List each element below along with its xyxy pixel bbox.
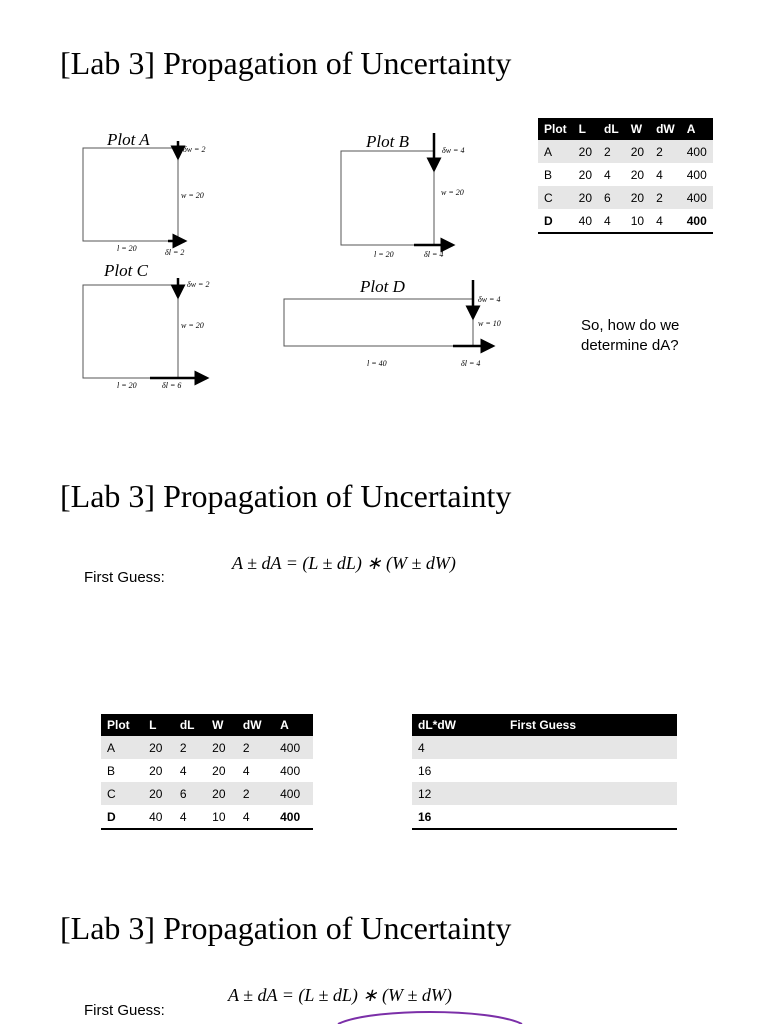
table-header-row: [101, 714, 313, 736]
slide-2-title: [Lab 3] Propagation of Uncertainty: [60, 478, 512, 514]
table-cell: 400: [274, 736, 313, 759]
table-cell: B: [544, 167, 553, 182]
plot-c-w-label: w = 20: [181, 321, 204, 330]
plot-a: [83, 130, 205, 257]
table-cell: D: [538, 209, 573, 233]
table-cell: 4: [237, 805, 274, 829]
plot-c: [83, 261, 209, 390]
table-cell: 4: [650, 209, 681, 233]
table-cell: 20: [206, 736, 237, 759]
table-header: dL*dW: [412, 714, 504, 736]
table-row: [412, 736, 677, 759]
table-cell: 20: [573, 140, 598, 163]
table-header: dW: [650, 118, 681, 140]
uncertainty-formula-slide-3: A ± dA = (L ± dL) ∗ (W ± dW): [228, 985, 452, 1005]
uncertainty-formula: A ± dA = (L ± dL) ∗ (W ± dW): [232, 553, 456, 573]
plot-a-dw-label: δw = 2: [183, 145, 206, 154]
table-header: L: [143, 714, 174, 736]
table-row: [101, 736, 313, 759]
plot-c-l-label: l = 20: [117, 381, 137, 390]
table-cell: 400: [274, 782, 313, 805]
table-cell: 4: [179, 763, 187, 778]
table-header: First Guess: [504, 714, 677, 736]
table-row: [538, 163, 713, 186]
table-cell: C: [538, 186, 573, 209]
table-cell: 20: [630, 167, 645, 182]
table-header: A: [274, 714, 313, 736]
table-cell: 4: [412, 736, 504, 759]
table-row: [412, 782, 677, 805]
plot-c-dl-label: δl = 6: [162, 381, 182, 390]
table-row: [412, 759, 677, 782]
table-cell: 4: [174, 805, 206, 829]
table-header: Plot: [538, 118, 573, 140]
plot-d-dl-label: δl = 4: [461, 359, 481, 368]
plot-d: [284, 277, 501, 368]
slide-1-title: [Lab 3] Propagation of Uncertainty: [60, 45, 512, 81]
table-cell: 400: [686, 167, 707, 182]
plot-d-l-label: l = 40: [367, 359, 387, 368]
table-cell: 10: [625, 209, 650, 233]
table-cell: 20: [212, 763, 226, 778]
table-row: [101, 805, 313, 829]
plot-a-label: Plot A: [107, 130, 150, 149]
table-cell: 2: [650, 186, 681, 209]
table-cell: [504, 782, 677, 805]
table-header: dW: [237, 714, 274, 736]
first-guess-label: First Guess:: [84, 569, 165, 586]
table-cell: 4: [598, 209, 625, 233]
table-cell: 2: [237, 736, 274, 759]
plot-table-slide-1: [538, 118, 713, 234]
table-header: A: [681, 118, 713, 140]
plot-d-dw-label: δw = 4: [478, 295, 501, 304]
plot-a-dl-label: δl = 2: [165, 248, 185, 257]
plot-b: [341, 132, 464, 259]
table-cell: 10: [206, 805, 237, 829]
plot-b-w-label: w = 20: [441, 188, 464, 197]
question-text: So, how do we determine dA?: [581, 317, 680, 354]
table-row: [538, 186, 713, 209]
handwritten-circle-annotation: [330, 1008, 530, 1024]
table-header-row: [538, 118, 713, 140]
table-cell: 400: [681, 186, 713, 209]
table-cell: 400: [280, 763, 301, 778]
plot-b-dw-label: δw = 4: [442, 146, 465, 155]
table-header: L: [573, 118, 598, 140]
table-header: W: [206, 714, 237, 736]
table-row: [538, 140, 713, 163]
table-cell: 20: [573, 186, 598, 209]
table-cell: 2: [650, 140, 681, 163]
table-header: Plot: [101, 714, 143, 736]
table-row: [101, 782, 313, 805]
table-cell: 2: [237, 782, 274, 805]
table-cell: 2: [598, 140, 625, 163]
table-cell: 400: [681, 209, 713, 233]
table-cell: C: [101, 782, 143, 805]
table-row: [412, 805, 677, 829]
plot-table-slide-2: [101, 714, 313, 830]
table-cell: 20: [625, 140, 650, 163]
table-cell: 20: [143, 736, 174, 759]
slide-3-title: [Lab 3] Propagation of Uncertainty: [60, 910, 512, 946]
plot-c-label: Plot C: [104, 261, 148, 280]
table-cell: 12: [412, 782, 504, 805]
table-cell: 6: [174, 782, 206, 805]
table-cell: D: [101, 805, 143, 829]
table-cell: [504, 805, 677, 829]
plot-b-l-label: l = 20: [374, 250, 394, 259]
plot-b-label: Plot B: [366, 132, 409, 151]
table-cell: 400: [274, 805, 313, 829]
plot-d-label: Plot D: [360, 277, 405, 296]
table-cell: 20: [578, 167, 593, 182]
table-cell: 20: [625, 186, 650, 209]
table-cell: 4: [656, 167, 663, 182]
table-cell: 4: [604, 167, 611, 182]
table-cell: 2: [174, 736, 206, 759]
table-row: [538, 209, 713, 233]
table-header: dL: [598, 118, 625, 140]
table-cell: 20: [149, 763, 163, 778]
table-cell: [504, 736, 677, 759]
table-cell: 6: [598, 186, 625, 209]
guess-table: [412, 714, 677, 830]
table-header-row: [412, 714, 677, 736]
table-cell: 20: [206, 782, 237, 805]
table-cell: A: [538, 140, 573, 163]
plot-a-w-label: w = 20: [181, 191, 204, 200]
table-cell: 400: [681, 140, 713, 163]
table-cell: A: [101, 736, 143, 759]
table-cell: 20: [143, 782, 174, 805]
plot-d-w-label: w = 10: [478, 319, 501, 328]
table-header: W: [625, 118, 650, 140]
table-row: [101, 759, 313, 782]
table-cell: 16: [412, 805, 504, 829]
first-guess-label-slide-3: First Guess:: [84, 1002, 165, 1019]
table-header: dL: [174, 714, 206, 736]
plot-a-l-label: l = 20: [117, 244, 137, 253]
table-cell: 40: [143, 805, 174, 829]
table-cell: 40: [573, 209, 598, 233]
table-cell: 16: [418, 763, 432, 778]
plot-c-dw-label: δw = 2: [187, 280, 210, 289]
plot-b-dl-label: δl = 4: [424, 250, 444, 259]
table-cell: B: [107, 763, 116, 778]
table-cell: 4: [242, 763, 250, 778]
table-cell: [504, 759, 677, 782]
